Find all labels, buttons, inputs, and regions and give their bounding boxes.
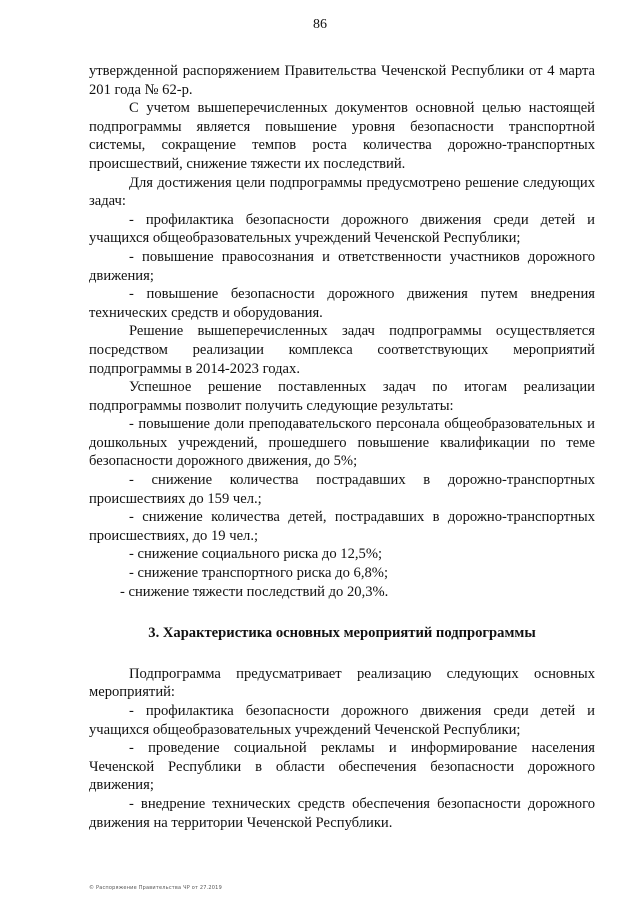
list-item-result: - снижение тяжести последствий до 20,3%. xyxy=(120,583,389,600)
section-heading: 3. Характеристика основных мероприятий подпрограммы xyxy=(148,625,536,642)
paragraph-goal: С учетом вышеперечисленных документов основной целью настоящей подпрограммы является повышение уровня безопасности транспортной системы, сокращение темпов роста количества дорожно-транспортных происшествий, снижение тяжести их последствий. xyxy=(89,100,595,172)
footer-note: © Распоряжение Правительства ЧР от 27.2019 xyxy=(89,885,222,891)
list-item-task: - повышение безопасности дорожного движения путем внедрения технических средств и оборудования. xyxy=(89,286,595,321)
list-item-result: - повышение доли преподавательского персонала общеобразовательных и дошкольных учреждений, прошедшего повышение квалификации по теме безопасности дорожного движения, до 5%; xyxy=(89,416,595,470)
list-item-result: - снижение социального риска до 12,5%; xyxy=(129,546,383,563)
page-number: 86 xyxy=(313,17,327,32)
paragraph-tasks-intro: Для достижения цели подпрограммы предусмотрено решение следующих задач: xyxy=(89,174,595,210)
document-body xyxy=(89,62,595,832)
list-item-measure: - профилактика безопасности дорожного движения среди детей и учащихся общеобразовательных учреждений Чеченской Республики; xyxy=(89,703,595,738)
paragraph-results-intro: Успешное решение поставленных задач по итогам реализации подпрограммы позволит получить следующие результаты: xyxy=(89,379,595,414)
paragraph-solution: Решение вышеперечисленных задач подпрограммы осуществляется посредством реализации комплекса соответствующих мероприятий подпрограммы в 2014-2023 годах. xyxy=(89,323,595,377)
list-item-task: - профилактика безопасности дорожного движения среди детей и учащихся общеобразовательных учреждений Чеченской Республики; xyxy=(89,211,595,247)
list-item-measure: - проведение социальной рекламы и информирование населения Чеченской Республики в области обеспечения безопасности дорожного движения; xyxy=(89,740,595,794)
paragraph-continuation: утвержденной распоряжением Правительства Чеченской Республики от 4 марта 201 года № 62-р. xyxy=(89,63,595,98)
list-item-result: - снижение транспортного риска до 6,8%; xyxy=(129,565,389,582)
list-item-task: - повышение правосознания и ответственности участников дорожного движения; xyxy=(89,248,595,284)
list-item-result: - снижение количества пострадавших в дорожно-транспортных происшествиях до 159 чел.; xyxy=(89,472,595,507)
list-item-measure: - внедрение технических средств обеспечения безопасности дорожного движения на территории Чеченской Республики. xyxy=(89,795,595,831)
paragraph-measures-intro: Подпрограмма предусматривает реализацию следующих основных мероприятий: xyxy=(89,665,595,701)
list-item-result: - снижение количества детей, пострадавших в дорожно-транспортных происшествиях, до 19 чел.; xyxy=(89,509,595,544)
